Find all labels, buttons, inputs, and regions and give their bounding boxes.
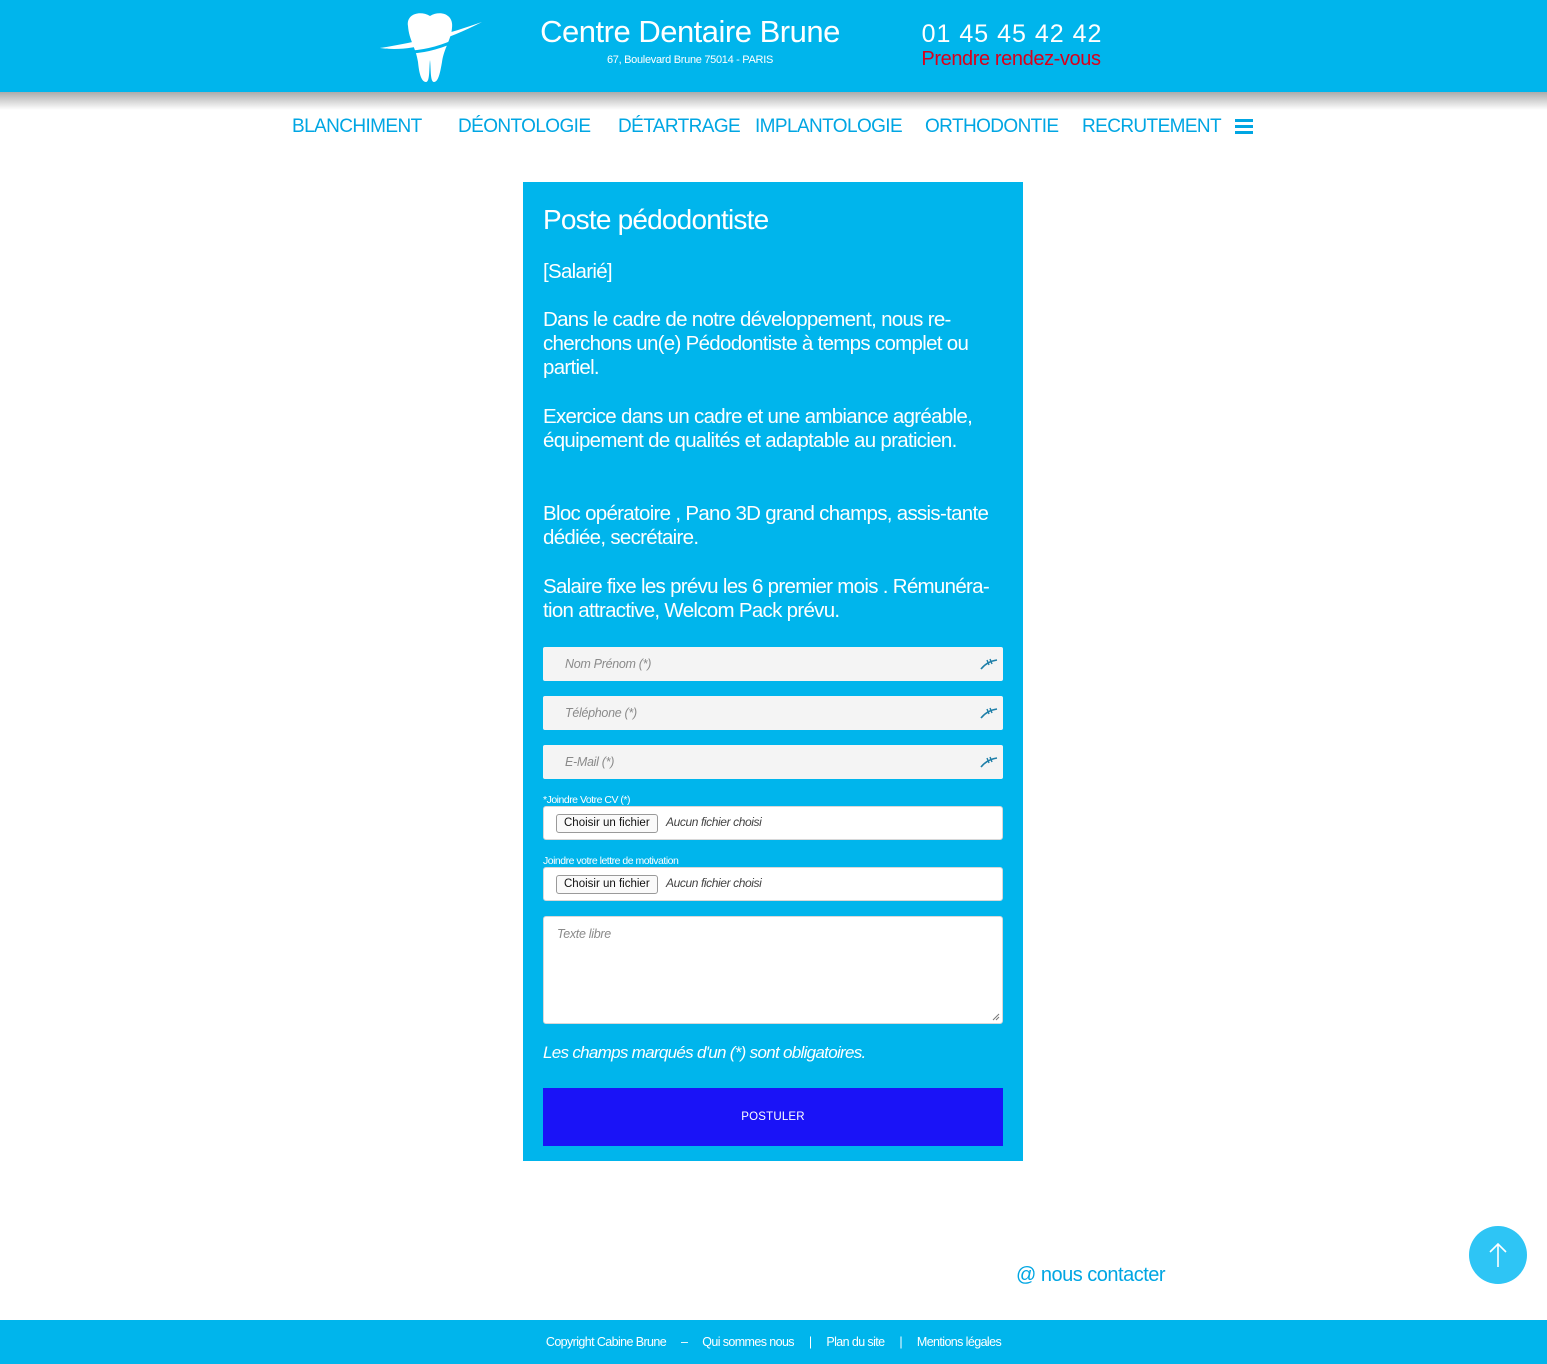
footer-link-about[interactable]: Qui sommes nous <box>702 1335 794 1349</box>
cv-file-button[interactable]: Choisir un fichier <box>556 814 658 833</box>
site-footer <box>0 1320 1547 1364</box>
job-contract: [Salarié] <box>543 260 612 283</box>
nav-item-deontologie[interactable]: DÉONTOLOGIE <box>458 116 591 137</box>
email-field <box>543 745 1003 779</box>
free-text-field <box>543 916 1003 1024</box>
brand-address: 67, Boulevard Brune 75014 - PARIS <box>606 54 773 66</box>
job-paragraph: Exercice dans un cadre et une ambiance agréable, équipement de qualités et adaptable au praticien. <box>543 405 973 452</box>
resize-grip-icon[interactable] <box>992 1013 1000 1021</box>
footer-links <box>0 1334 1547 1350</box>
letter-file-status: Aucun fichier choisi <box>666 876 762 890</box>
footer-separator: | <box>899 1335 903 1349</box>
email-input[interactable] <box>543 745 1003 779</box>
phone-field <box>543 696 1003 730</box>
job-title: Poste pédodontiste <box>543 204 769 235</box>
footer-separator: | <box>808 1335 812 1349</box>
tooth-logo-icon[interactable] <box>378 8 484 84</box>
footer-link-legal[interactable]: Mentions légales <box>916 1335 1002 1349</box>
brand[interactable] <box>540 14 840 66</box>
letter-file-button[interactable]: Choisir un fichier <box>556 875 658 894</box>
cv-file-field <box>543 806 1003 840</box>
letter-label: Joindre votre lettre de motivation <box>543 855 679 867</box>
phone-number[interactable]: 01 45 45 42 42 <box>921 20 1103 48</box>
footer-copyright: Copyright Cabine Brune <box>545 1335 667 1349</box>
free-text-input[interactable] <box>544 917 1002 1023</box>
cv-file-status: Aucun fichier choisi <box>666 815 762 829</box>
job-paragraph: Salaire fixe les prévu les 6 premier mois . Rémunéra-tion attractive, Welcom Pack prévu. <box>543 575 989 622</box>
nav-item-implantologie[interactable]: IMPLANTOLOGIE <box>755 116 903 137</box>
arrow-up-icon <box>1486 1241 1510 1269</box>
nav-item-detartrage[interactable]: DÉTARTRAGE <box>618 116 741 137</box>
nav-item-blanchiment[interactable]: BLANCHIMENT <box>292 116 422 137</box>
required-note: Les champs marqués d'un (*) sont obligatoires. <box>543 1043 866 1062</box>
cv-label: *Joindre Votre CV (*) <box>543 794 630 806</box>
job-paragraph: Bloc opératoire , Pano 3D grand champs, assis-tante dédiée, secrétaire. <box>543 502 989 549</box>
letter-file-field <box>543 867 1003 901</box>
job-card <box>523 182 1023 1161</box>
scroll-top-button[interactable] <box>1469 1226 1527 1284</box>
footer-separator: – <box>680 1335 688 1349</box>
appointment-link[interactable]: Prendre rendez-vous <box>921 48 1101 70</box>
tooth-brush-icon <box>979 753 999 769</box>
name-field <box>543 647 1003 681</box>
header-shadow <box>0 92 1547 110</box>
site-header <box>0 0 1547 92</box>
nav-item-recrutement[interactable]: RECRUTEMENT <box>1082 116 1222 137</box>
nav-item-orthodontie[interactable]: ORTHODONTIE <box>925 116 1059 137</box>
brand-title[interactable]: Centre Dentaire Brune <box>540 14 840 49</box>
footer-link-sitemap[interactable]: Plan du site <box>826 1335 885 1349</box>
job-paragraph: Dans le cadre de notre développement, nous re-cherchons un(e) Pédodontiste à temps complet ou partiel. <box>543 308 969 379</box>
tooth-brush-icon <box>979 704 999 720</box>
name-input[interactable] <box>543 647 1003 681</box>
hamburger-icon[interactable] <box>1235 119 1253 135</box>
phone-input[interactable] <box>543 696 1003 730</box>
main-nav <box>0 113 1547 143</box>
tooth-brush-icon <box>979 655 999 671</box>
contact-link[interactable]: @ nous contacter <box>1016 1264 1166 1286</box>
submit-button[interactable]: POSTULER <box>543 1088 1003 1146</box>
